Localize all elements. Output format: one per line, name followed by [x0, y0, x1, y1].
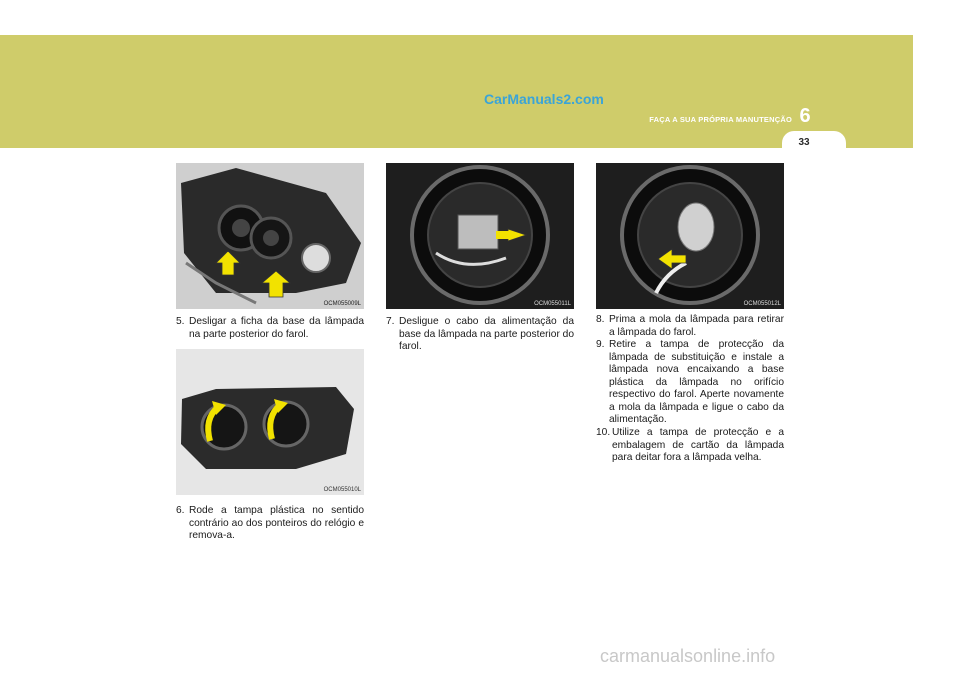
step-6 [176, 505, 364, 543]
step-5 [176, 316, 364, 341]
step-text: Utilize a tampa de protecção e a embalagem de cartão da lâmpada para deitar fora a lâmpada velha. [612, 427, 784, 463]
step-8 [596, 314, 784, 339]
figure-code: OCM055011L [534, 301, 571, 307]
chapter-number: 6 [799, 105, 811, 127]
step-9 [596, 339, 784, 427]
figure-bulb-spring [596, 163, 784, 309]
figure-code: OCM055009L [323, 301, 361, 307]
figure-code: OCM055012L [743, 301, 781, 307]
chapter-title: FAÇA A SUA PRÓPRIA MANUTENÇÃO [649, 115, 792, 124]
figure-bulb-connector [386, 163, 574, 309]
bulb-connector-illustration [386, 163, 574, 309]
figure-headlamp-rear [176, 163, 364, 309]
step-text: Desligue o cabo da alimentação da base da lâmpada na parte posterior do farol. [399, 316, 575, 352]
step-number: 7. [386, 316, 395, 327]
step-text: Rode a tampa plástica no sentido contrário ao dos ponteiros do relógio e remova-a. [189, 505, 364, 541]
step-text: Prima a mola da lâmpada para retirar a lâmpada do farol. [609, 314, 784, 338]
step-10 [596, 427, 784, 465]
footer-watermark[interactable]: carmanualsonline.info [600, 646, 776, 666]
step-number: 6. [176, 505, 185, 516]
step-text: Desligar a ficha da base da lâmpada na parte posterior do farol. [189, 316, 364, 340]
step-7 [386, 316, 574, 354]
header-band [0, 35, 913, 148]
headlamp-caps-illustration [176, 349, 364, 495]
figure-headlamp-caps [176, 349, 364, 495]
top-margin [0, 0, 960, 35]
step-number: 10. [596, 427, 611, 438]
step-text: Retire a tampa de protecção da lâmpada de substituição e instale a lâmpada nova encaixando a base plástica da lâmpada no orifício respectivo do farol. Aperte novamente a mola da lâmpada e ligue o cabo da alimentação. [609, 339, 784, 425]
step-number: 8. [596, 314, 605, 325]
headlamp-rear-illustration [176, 163, 364, 309]
page-number: 33 [798, 137, 810, 148]
step-number: 5. [176, 316, 185, 327]
step-number: 9. [596, 339, 605, 350]
figure-code: OCM055010L [323, 487, 361, 493]
bulb-spring-illustration [596, 163, 784, 309]
watermark-top[interactable]: CarManuals2.com [484, 91, 604, 107]
